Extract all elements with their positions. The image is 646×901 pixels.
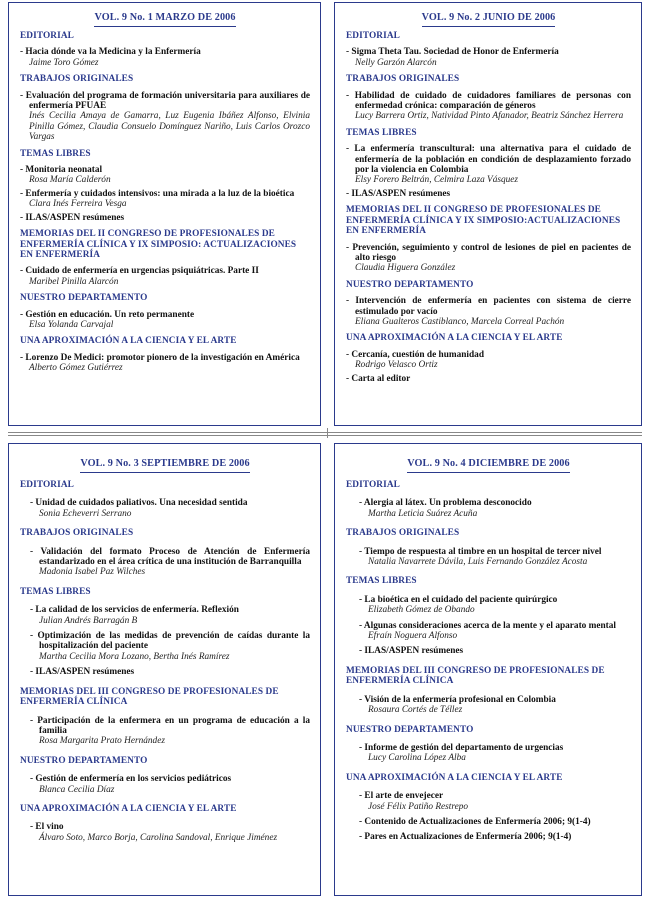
- article-authors: Clara Inés Ferreira Vesga: [29, 199, 127, 210]
- section-heading: UNA APROXIMACIÓN A LA CIENCIA Y EL ARTE: [20, 803, 237, 814]
- article-authors: Rosa María Calderón: [29, 175, 111, 186]
- section-heading: UNA APROXIMACIÓN A LA CIENCIA Y EL ARTE: [20, 336, 237, 347]
- section-heading: EDITORIAL: [20, 480, 74, 490]
- article-entry: [20, 310, 310, 331]
- article-title: - Carta al editor: [346, 373, 411, 384]
- article-entry: [20, 189, 310, 210]
- section-heading: MEMORIAS DEL III CONGRESO DE PROFESIONALES DE ENFERMERÍA CLÍNICA: [20, 686, 279, 708]
- article-authors: Alberto Gómez Gutiérrez: [29, 363, 123, 374]
- article-authors: Eliana Gualteros Castiblanco, Marcela Correal Pachón: [355, 316, 565, 327]
- article-title: - ILAS/ASPEN resúmenes: [20, 212, 125, 223]
- article-entry: [20, 213, 310, 223]
- section-heading: NUESTRO DEPARTAMENTO: [346, 724, 474, 735]
- article-authors: Rodrigo Velasco Ortiz: [355, 360, 438, 371]
- article-title: - Enfermería y cuidados intensivos: una mirada a la luz de la bioética: [20, 188, 295, 199]
- article-authors: Julian Andrés Barragán B: [39, 615, 138, 626]
- article-title: - El vino: [30, 822, 64, 833]
- article-authors: Martha Cecilia Mora Lozano, Bertha Inés Ramírez: [39, 651, 230, 662]
- section-heading: EDITORIAL: [20, 31, 74, 41]
- article-authors: Jaime Toro Gómez: [29, 57, 99, 68]
- article-entry: [20, 165, 310, 186]
- article-authors: Madonia Isabel Paz Wilches: [39, 567, 146, 578]
- article-title: - La enfermería transcultural: una alternativa para el cuidado de enfermería de la población en condición de desplazamiento forzado por la violencia en Colombia: [346, 144, 631, 176]
- article-title: - La calidad de los servicios de enfermería. Reflexión: [30, 605, 239, 616]
- article-title: - Unidad de cuidados paliativos. Una necesidad sentida: [30, 498, 248, 509]
- section-heading: TRABAJOS ORIGINALES: [346, 74, 460, 85]
- article-title: - Informe de gestión del departamento de urgencias: [359, 742, 564, 753]
- volume-header: [20, 459, 310, 470]
- section-heading: TEMAS LIBRES: [20, 586, 91, 597]
- volume-label: VOL. 9 No. 3 SEPTIEMBRE DE 2006: [80, 459, 249, 473]
- article-authors: Rosa Margarita Prato Hernández: [39, 736, 165, 747]
- article-entry: [20, 47, 310, 68]
- article-authors: Efraín Noguera Alfonso: [368, 631, 458, 642]
- article-entry: [20, 266, 310, 287]
- article-authors: Álvaro Soto, Marco Borja, Carolina Sandoval, Enrique Jiménez: [39, 832, 278, 843]
- article-entry: [346, 621, 631, 642]
- article-title: - ILAS/ASPEN resúmenes: [359, 646, 464, 657]
- issue-panel-4: [334, 443, 642, 896]
- article-entry: [20, 716, 310, 747]
- article-entry: [20, 774, 310, 795]
- volume-label: VOL. 9 No. 1 MARZO DE 2006: [94, 13, 235, 27]
- section-heading: UNA APROXIMACIÓN A LA CIENCIA Y EL ARTE: [346, 333, 563, 344]
- article-entry: [346, 296, 631, 327]
- article-title: - Alergia al látex. Un problema desconocido: [359, 498, 532, 509]
- article-entry: [346, 350, 631, 371]
- section-heading: TRABAJOS ORIGINALES: [20, 74, 134, 85]
- article-title: - Participación de la enfermera en un programa de educación a la familia: [30, 715, 310, 736]
- article-entry: [346, 47, 631, 68]
- article-entry: [20, 498, 310, 519]
- article-authors: Nelly Garzón Alarcón: [355, 57, 437, 68]
- article-entry: [346, 243, 631, 274]
- horizontal-divider: [8, 432, 642, 433]
- horizontal-divider-2: [8, 435, 642, 436]
- section-heading: TEMAS LIBRES: [20, 148, 91, 159]
- article-entry: [346, 743, 631, 764]
- article-title: - Evaluación del programa de formación universitaria para auxiliares de enfermería PFUAE: [20, 90, 310, 112]
- article-title: - Validación del formato Proceso de Atención de Enfermería estandarizado en el área crítica de una institución de Barranquilla: [30, 546, 310, 568]
- article-title: - Sigma Theta Tau. Sociedad de Honor de Enfermería: [346, 47, 559, 58]
- section-heading: EDITORIAL: [346, 31, 400, 41]
- article-title: - Visión de la enfermería profesional en Colombia: [359, 694, 556, 705]
- article-title: - Gestión de enfermería en los servicios pediátricos: [30, 774, 232, 785]
- article-entry: [346, 498, 631, 519]
- article-title: - El arte de envejecer: [359, 791, 444, 802]
- article-authors: Maribel Pinilla Alarcón: [29, 276, 119, 287]
- issue-panel-2: [334, 2, 642, 426]
- article-authors: Inés Cecilia Amaya de Gamarra, Luz Eugenia Ibáñez Alfonso, Elvinia Pinilla Gómez, Claudia Consuelo Domínguez Nariño, Luis Carlos Orozco Vargas: [29, 111, 310, 143]
- section-heading: MEMORIAS DEL III CONGRESO DE PROFESIONALES DE ENFERMERÍA CLÍNICA: [346, 665, 605, 687]
- volume-label: VOL. 9 No. 2 JUNIO DE 2006: [422, 13, 556, 27]
- section-heading: NUESTRO DEPARTAMENTO: [20, 293, 148, 304]
- article-title: - Hacia dónde va la Medicina y la Enfermería: [20, 47, 201, 58]
- article-entry: [20, 605, 310, 626]
- article-title: - ILAS/ASPEN resúmenes: [30, 667, 135, 678]
- issue-panel-3: [8, 443, 321, 896]
- issue-panel-1: [8, 2, 321, 426]
- article-entry: [346, 91, 631, 122]
- article-authors: Claudia Higuera González: [355, 263, 456, 274]
- volume-header: [346, 459, 631, 470]
- volume-header: [20, 13, 310, 24]
- article-authors: Lucy Carolina López Alba: [368, 753, 466, 764]
- article-authors: Elizabeth Gómez de Obando: [368, 605, 475, 616]
- article-entry: [346, 189, 631, 199]
- article-entry: [346, 547, 631, 568]
- article-entry: [346, 832, 631, 842]
- section-heading: NUESTRO DEPARTAMENTO: [20, 755, 148, 766]
- article-authors: Natalia Navarrete Dávila, Luis Fernando González Acosta: [368, 557, 588, 568]
- article-title: - Habilidad de cuidado de cuidadores familiares de personas con enfermedad crónica: comparación de géneros: [346, 90, 631, 112]
- article-authors: Elsy Forero Beltrán, Celmira Laza Vásquez: [355, 175, 519, 186]
- article-title: - Tiempo de respuesta al timbre en un hospital de tercer nivel: [359, 546, 602, 557]
- section-heading: TRABAJOS ORIGINALES: [346, 528, 460, 539]
- article-title: - Contenido de Actualizaciones de Enfermería 2006; 9(1-4): [359, 816, 591, 827]
- article-authors: José Félix Patiño Restrepo: [368, 801, 469, 812]
- section-heading: TEMAS LIBRES: [346, 127, 417, 138]
- section-heading: TEMAS LIBRES: [346, 576, 417, 587]
- article-title: - Gestión en educación. Un reto permanente: [20, 309, 195, 320]
- article-entry: [20, 91, 310, 143]
- article-title: - Monitoria neonatal: [20, 165, 103, 176]
- section-heading: UNA APROXIMACIÓN A LA CIENCIA Y EL ARTE: [346, 772, 563, 783]
- section-heading: MEMORIAS DEL II CONGRESO DE PROFESIONALES DE ENFERMERÍA CLÍNICA Y IX SIMPOSIO: ACTUALIZACIONES EN ENFERMERÍA: [20, 229, 297, 260]
- article-entry: [346, 817, 631, 827]
- article-authors: Blanca Cecilia Díaz: [39, 784, 115, 795]
- article-title: - Pares en Actualizaciones de Enfermería 2006; 9(1-4): [359, 832, 572, 843]
- article-entry: [346, 374, 631, 384]
- section-heading: EDITORIAL: [346, 480, 400, 490]
- article-entry: [20, 822, 310, 843]
- article-entry: [20, 631, 310, 662]
- article-title: - Cercanía, cuestión de humanidad: [346, 349, 485, 360]
- article-entry: [346, 144, 631, 186]
- article-title: - Intervención de enfermería en pacientes con sistema de cierre estimulado por vacío: [346, 296, 631, 317]
- vertical-divider-tick: [327, 428, 328, 438]
- section-heading: NUESTRO DEPARTAMENTO: [346, 279, 474, 290]
- article-authors: Sonia Echeverri Serrano: [39, 508, 132, 519]
- article-title: - Prevención, seguimiento y control de lesiones de piel en pacientes de alto riesgo: [346, 242, 631, 263]
- article-entry: [346, 695, 631, 716]
- article-entry: [346, 595, 631, 616]
- article-entry: [20, 353, 310, 374]
- volume-header: [346, 13, 631, 24]
- article-entry: [20, 547, 310, 578]
- section-heading: MEMORIAS DEL II CONGRESO DE PROFESIONALES DE ENFERMERÍA CLÍNICA Y IX SIMPOSIO:ACTUALIZACIONES EN ENFERMERÍA: [346, 205, 621, 237]
- article-entry: [20, 667, 310, 677]
- article-authors: Martha Leticia Suárez Acuña: [368, 508, 478, 519]
- article-entry: [346, 791, 631, 812]
- volume-label: VOL. 9 No. 4 DICIEMBRE DE 2006: [407, 459, 569, 473]
- article-title: - Cuidado de enfermería en urgencias psiquiátricas. Parte II: [20, 266, 259, 277]
- article-authors: Elsa Yolanda Carvajal: [29, 319, 114, 330]
- article-title: - Algunas consideraciones acerca de la mente y el aparato mental: [359, 620, 617, 631]
- article-title: - Optimización de las medidas de prevención de caídas durante la hospitalización del paciente: [30, 631, 310, 652]
- article-entry: [346, 646, 631, 656]
- article-title: - ILAS/ASPEN resúmenes: [346, 188, 451, 199]
- section-heading: TRABAJOS ORIGINALES: [20, 528, 134, 539]
- article-title: - La bioética en el cuidado del paciente quirúrgico: [359, 594, 558, 605]
- article-authors: Lucy Barrera Ortiz, Natividad Pinto Afanador, Beatriz Sánchez Herrera: [355, 111, 624, 122]
- article-title: - Lorenzo De Medici: promotor pionero de la investigación en América: [20, 352, 300, 363]
- article-authors: Rosaura Cortés de Téllez: [368, 705, 463, 716]
